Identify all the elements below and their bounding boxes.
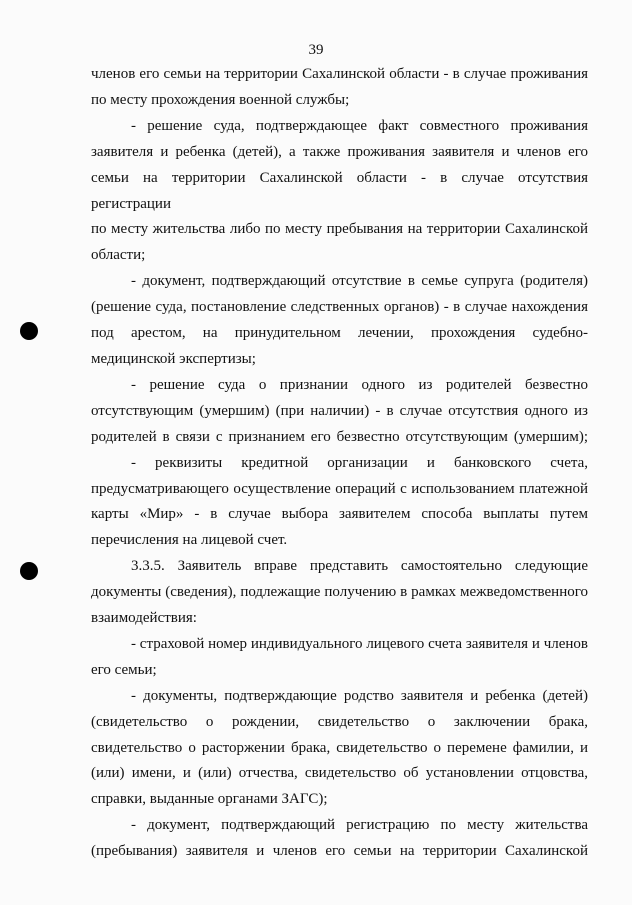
text-line: его семьи; xyxy=(91,661,157,678)
text-line: (или) имени, и (или) отчества, свидетельство об установлении отцовства, xyxy=(91,765,588,782)
text-line: под арестом, на принудительном лечении, прохождения судебно- xyxy=(91,325,588,342)
text-line: - документ, подтверждающий регистрацию по месту жительства xyxy=(131,817,588,834)
text-line: свидетельство о расторжении брака, свидетельство о перемене фамилии, и xyxy=(91,739,588,756)
text-line: - документы, подтверждающие родство заявителя и ребенка (детей) xyxy=(131,687,588,704)
text-line: 3.3.5. Заявитель вправе представить самостоятельно следующие xyxy=(131,558,588,575)
text-line: - документ, подтверждающий отсутствие в семье супруга (родителя) xyxy=(131,273,588,290)
text-line: отсутствующим (умершим) (при наличии) - в случае отсутствия одного из xyxy=(91,402,588,419)
text-line: - страховой номер индивидуального лицевого счета заявителя и членов xyxy=(131,635,588,652)
text-line: (свидетельство о рождении, свидетельство о заключении брака, xyxy=(91,713,588,730)
text-line: области; xyxy=(91,247,146,264)
text-line: по месту жительства либо по месту пребывания на территории Сахалинской xyxy=(91,221,588,238)
text-line: заявителя и ребенка (детей), а также проживания заявителя и членов его xyxy=(91,143,588,160)
punch-hole-lower xyxy=(20,562,38,580)
text-line: (пребывания) заявителя и членов его семьи на территории Сахалинской xyxy=(91,843,588,860)
text-line: членов его семьи на территории Сахалинской области - в случае проживания xyxy=(91,66,588,82)
document-body xyxy=(91,62,588,865)
text-line: семьи на территории Сахалинской области - в случае отсутствия регистрации xyxy=(91,169,588,212)
text-line: - решение суда о признании одного из родителей безвестно xyxy=(131,376,588,393)
page-number: 39 xyxy=(308,42,324,58)
punch-hole-upper xyxy=(20,322,38,340)
text-line: справки, выданные органами ЗАГС); xyxy=(91,791,328,808)
text-line: предусматривающего осуществление операций с использованием платежной xyxy=(91,480,588,497)
text-line: взаимодействия: xyxy=(91,610,197,627)
text-line: (решение суда, постановление следственных органов) - в случае нахождения xyxy=(91,299,588,316)
text-line: карты «Мир» - в случае выбора заявителем способа выплаты путем xyxy=(91,506,588,523)
text-line: медицинской экспертизы; xyxy=(91,350,256,367)
text-line: документы (сведения), подлежащие получению в рамках межведомственного xyxy=(91,584,588,601)
text-line: перечисления на лицевой счет. xyxy=(91,532,288,549)
text-line: - реквизиты кредитной организации и банковского счета, xyxy=(131,454,588,471)
text-line: родителей в связи с признанием его безвестно отсутствующим (умершим); xyxy=(91,428,588,445)
text-line: по месту прохождения военной службы; xyxy=(91,91,350,108)
text-line: - решение суда, подтверждающее факт совместного проживания xyxy=(131,117,588,134)
